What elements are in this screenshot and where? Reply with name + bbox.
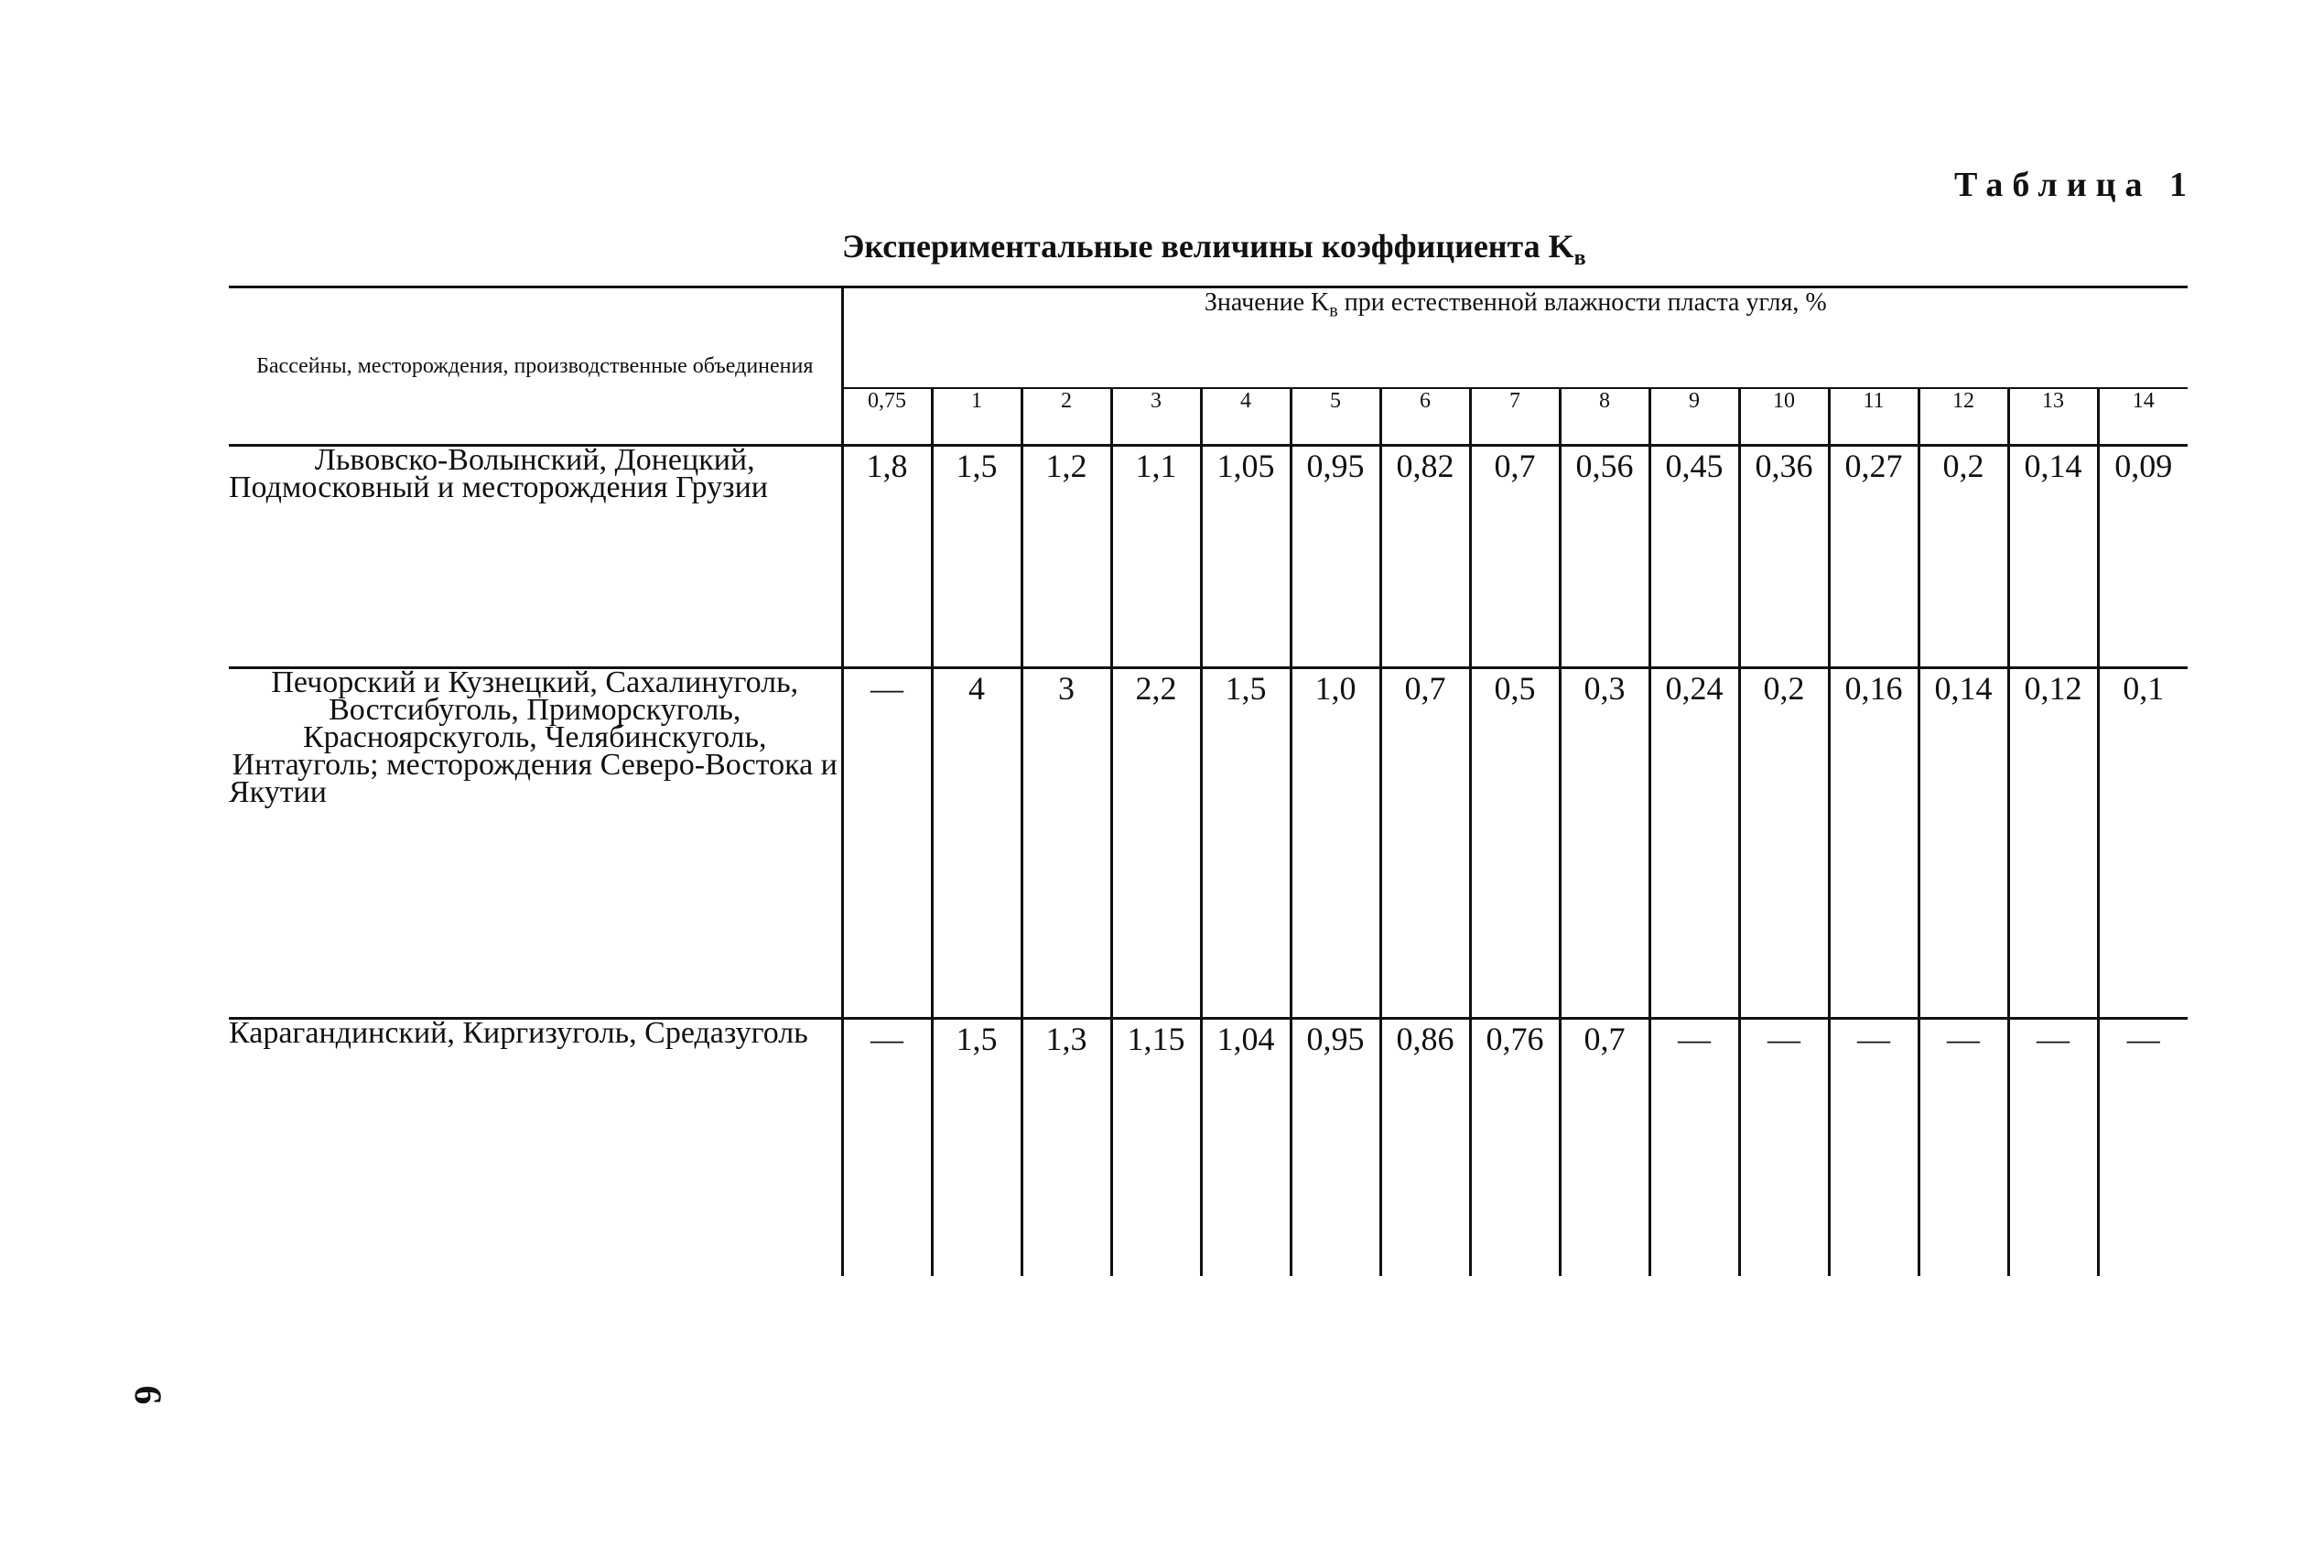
header-row [229, 287, 2188, 389]
moisture-col-header: 14 [2098, 388, 2188, 446]
moisture-col-header: 3 [1111, 388, 1201, 446]
value-cell: 4 [932, 668, 1021, 1019]
value-cell: 3 [1021, 668, 1111, 1019]
coefficient-table [229, 286, 2188, 1276]
moisture-col-header: 1 [932, 388, 1021, 446]
value-cell: 1,5 [1201, 668, 1291, 1019]
value-cell: 0,7 [1560, 1019, 1649, 1277]
moisture-col-header: 8 [1560, 388, 1649, 446]
table-row [229, 1019, 2188, 1277]
value-cell: — [842, 1019, 932, 1277]
value-cell: 1,04 [1201, 1019, 1291, 1277]
moisture-col-header: 13 [2008, 388, 2098, 446]
value-cell: 0,16 [1829, 668, 1919, 1019]
group-header-subscript: в [1329, 300, 1338, 321]
basin-name-cell: Карагандинский, Киргизуголь, Средазуголь [229, 1016, 808, 1050]
moisture-col-header: 12 [1919, 388, 2008, 446]
table-row [229, 446, 2188, 668]
value-cell: — [1739, 1019, 1829, 1277]
value-cell: 1,5 [932, 446, 1021, 668]
value-cell: — [2098, 1019, 2188, 1277]
table-label: Таблица 1 [1953, 166, 2196, 204]
value-cell: 0,76 [1470, 1019, 1560, 1277]
page-number: 6 [125, 1385, 168, 1405]
value-cell: 1,8 [842, 446, 932, 668]
value-cell: 0,09 [2098, 446, 2188, 668]
value-cell: 0,86 [1380, 1019, 1470, 1277]
group-header-text-rest: при естественной влажности пласта угля, % [1337, 288, 1827, 317]
value-cell: — [1919, 1019, 2008, 1277]
value-cell: 0,3 [1560, 668, 1649, 1019]
value-cell: 0,1 [2098, 668, 2188, 1019]
moisture-col-header: 10 [1739, 388, 1829, 446]
table-title-subscript: в [1573, 246, 1586, 271]
value-cell: 1,5 [932, 1019, 1021, 1277]
value-cell: 0,12 [2008, 668, 2098, 1019]
moisture-col-header: 11 [1829, 388, 1919, 446]
value-cell: — [1829, 1019, 1919, 1277]
value-cell: — [1649, 1019, 1739, 1277]
value-cell: 0,45 [1649, 446, 1739, 668]
value-cell: 0,27 [1829, 446, 1919, 668]
table-title [842, 227, 1586, 271]
moisture-col-header: 9 [1649, 388, 1739, 446]
value-cell: 0,14 [2008, 446, 2098, 668]
value-cell: 0,95 [1291, 446, 1380, 668]
moisture-col-header: 0,75 [842, 388, 932, 446]
value-cell: 0,5 [1470, 668, 1560, 1019]
value-cell: 2,2 [1111, 668, 1201, 1019]
moisture-col-header: 5 [1291, 388, 1380, 446]
table-row [229, 668, 2188, 1019]
table-title-text: Экспериментальные величины коэффициента K [842, 228, 1574, 265]
value-cell: 1,0 [1291, 668, 1380, 1019]
value-cell: 0,24 [1649, 668, 1739, 1019]
value-cell: 0,7 [1380, 668, 1470, 1019]
moisture-col-header: 7 [1470, 388, 1560, 446]
value-cell: 1,05 [1201, 446, 1291, 668]
group-header-cell [842, 287, 2188, 389]
moisture-col-header: 6 [1380, 388, 1470, 446]
value-cell: 0,56 [1560, 446, 1649, 668]
value-cell: 0,36 [1739, 446, 1829, 668]
value-cell: 1,1 [1111, 446, 1201, 668]
basin-name-cell: Печорский и Кузнецкий, Сахалинуголь, Востсибуголь, Приморскуголь, Красноярскуголь, Челябинскуголь, Интауголь; месторождения Северо-Востока и Якутии [229, 668, 842, 1019]
group-header-text: Значение K [1204, 288, 1330, 317]
value-cell: 0,82 [1380, 446, 1470, 668]
value-cell: 0,2 [1739, 668, 1829, 1019]
moisture-col-header: 2 [1021, 388, 1111, 446]
value-cell: 1,2 [1021, 446, 1111, 668]
value-cell: — [2008, 1019, 2098, 1277]
value-cell: 0,95 [1291, 1019, 1380, 1277]
value-cell: — [842, 668, 932, 1019]
moisture-col-header: 4 [1201, 388, 1291, 446]
row-header-cell: Бассейны, месторождения, производственные объединения [229, 287, 842, 446]
value-cell: 0,14 [1919, 668, 2008, 1019]
value-cell: 0,7 [1470, 446, 1560, 668]
basin-name-cell: Львовско-Волынский, Донецкий, Подмосковный и месторождения Грузии [229, 446, 842, 668]
value-cell: 1,15 [1111, 1019, 1201, 1277]
value-cell: 1,3 [1021, 1019, 1111, 1277]
value-cell: 0,2 [1919, 446, 2008, 668]
